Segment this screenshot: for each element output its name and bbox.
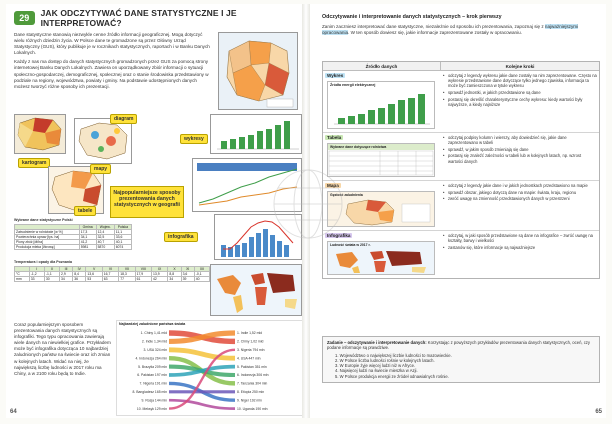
diagram-svg — [75, 119, 131, 163]
task-item: 3. W Europie żyje więcej ludzi niż w Afryce. — [335, 363, 416, 369]
climate-cell: 33 — [29, 277, 44, 282]
climate-cell: 2,9 — [60, 272, 73, 277]
tag-infografika: Infografika — [327, 233, 351, 238]
climate-cell: 36 — [73, 277, 86, 282]
tabela-grid-svg — [328, 150, 434, 176]
diagram-map — [74, 118, 132, 164]
task-text: Korzystając z powyższych przykładów prezentowania danych statystycznych, oceń, czy podane informacje są prawdziwe. — [327, 340, 590, 351]
intro-paragraph-2: Każdy z nas ma dostęp do danych statystycznych gromadzonych przez GUS za pomocą strony internetowej Banku Danych Lokalnych. Zawiera on uporządkowany zbiór informacji o sytuacji społeczno-gospodarczej, demograficznej, społecznej oraz o stanie środowiska przedstawiony w podziale na regiony, województwa, powiaty i gminy. Na podstawie udostępnionych danych możesz tworzyć różne sposoby ich prezentacji. — [14, 59, 209, 89]
sankey-svg — [117, 321, 303, 415]
kartogram-svg — [15, 115, 65, 153]
cell: Produkcja mleka [l/krowę] — [15, 245, 80, 250]
cell: 32,5 — [96, 235, 114, 240]
climate-cell: 39 — [181, 277, 194, 282]
poland-map-top — [218, 32, 298, 110]
intro-highlight: najważniejszymi opracowania — [322, 24, 579, 35]
climate-cell: 42 — [152, 277, 168, 282]
sankey-right-label: 3. Nigeria 794 mln — [237, 348, 265, 352]
climate-cell: -1,1 — [44, 272, 59, 277]
note: • postaraj się określić charakterystyczne cechy wykresu: kiedy wartości były najwyższe, a kiedy najniższe — [443, 97, 597, 107]
notes-mapa — [443, 183, 597, 203]
hub-center: Najpopularniejsze sposoby prezentowania danych statystycznych w geografii — [110, 186, 184, 218]
note: • zastanów się, które informacje są najważniejsze — [443, 245, 597, 250]
chapter-number: 29 — [14, 11, 35, 25]
climate-cell: 8,4 — [73, 272, 86, 277]
mini-table-title: Wybrane dane statystyczne Polski — [14, 218, 73, 222]
notes-wykres — [443, 73, 597, 108]
row-infografika — [323, 231, 599, 278]
sankey-right-label: 1. Indie 1,52 mld — [237, 331, 263, 336]
poland-map-svg — [219, 33, 297, 109]
climate-month: XII — [194, 267, 209, 272]
row-mapa — [323, 181, 599, 231]
sankey-left-label: 6. Pakistan 197 mln — [137, 373, 167, 378]
task-items — [327, 353, 595, 379]
sankey-right-label: 4. USA 447 mln — [237, 356, 261, 361]
climate-cell: 13,9 — [152, 272, 168, 277]
chapter-title: JAK ODCZYTYWAĆ DANE STATYSTYCZNE I JE INTERPRETOWAĆ? — [40, 8, 237, 28]
left-page — [6, 4, 302, 418]
label-tabele: tabele — [74, 206, 96, 216]
climate-month: VII — [119, 267, 135, 272]
sankey-left-label: 10. Meksyk 129 mln — [136, 406, 167, 411]
bottom-text: Coraz popularniejszym sposobem prezentowania danych statystycznych są infografiki. Tego typu opracowania zawierają wiele danych na niewielkiej grafice. Przykładem może być infografika dotycząca 10 najbardziej zaludnionych państw na świecie oraz ich zmian w kolejnych latach. Widać na niej, że największą liczbę ludności w 2017 roku ma Chiny, a w 2100 roku będą to Indie. — [14, 322, 111, 376]
climate-cell: 17,9 — [135, 272, 151, 277]
note: • zwróć uwagę na zmienność przedstawionych danych w przestrzeni — [443, 196, 597, 201]
climate-table-title: Temperatura i opady dla Poznania — [14, 260, 73, 264]
bar-chart-svg — [211, 115, 301, 153]
mini-table — [14, 224, 132, 250]
sankey-right-label: 9. Niger 192 mln — [237, 398, 262, 403]
line-chart-svg — [193, 159, 301, 211]
label-kartogram: kartogram — [18, 158, 50, 168]
task-label: Zadanie – odczytywanie i interpretowanie danych: — [327, 340, 427, 345]
mapa-figure — [327, 191, 435, 227]
sankey-right-label: 8. Etiopia 250 mln — [237, 390, 265, 394]
cell: 5870 — [96, 245, 114, 250]
climate-month: VIII — [135, 267, 151, 272]
row-table-title: Wybrane dane dotyczące rolnictwa — [328, 144, 434, 150]
intro-paragraph-1: Dane statystyczne stanowią niezwykle cenne źródło informacji geograficznej. Mogą dotyczyć wielu różnych dziedzin życia. W Polsce dane te gromadzone są przez Główny Urząd Statystyczny (GUS), który publikuje je w rocznikach statystycznych, raportach i w Banku Danych Lokalnych. — [14, 32, 210, 56]
climate-cell: 53 — [86, 277, 102, 282]
analysis-header — [323, 62, 599, 71]
cell: 6074 — [114, 245, 131, 250]
climate-cell: -1,2 — [29, 272, 44, 277]
sankey-left-label: 4. Indonezja 264 mln — [135, 356, 167, 361]
label-infografika: infografika — [164, 232, 198, 242]
climate-cell: 77 — [119, 277, 135, 282]
book-gutter — [302, 4, 310, 418]
mini-th: Polska — [114, 225, 131, 230]
right-intro-box — [322, 14, 598, 40]
climograph-svg — [215, 215, 301, 259]
label-diagram: diagram — [110, 114, 137, 124]
mini-th: Wojew. — [96, 225, 114, 230]
climate-cell: 30 — [44, 277, 59, 282]
task-box — [322, 336, 600, 383]
climograph-figure — [214, 214, 302, 260]
sankey-infographic — [116, 320, 304, 416]
presentation-methods-hub — [14, 114, 304, 320]
climate-month: IX — [152, 267, 168, 272]
notes-tabela — [443, 135, 597, 165]
row-wykres — [323, 71, 599, 133]
cell: Plony zbóż [dt/ha] — [15, 240, 80, 245]
cell: 40,7 — [96, 240, 114, 245]
world-map-svg — [211, 265, 301, 315]
world-map-figure — [210, 264, 302, 316]
note: • odczytaj z legendy jakie dane i w jakich jednostkach przedstawiono na mapie — [443, 183, 597, 188]
header-source: Źródło danych — [323, 62, 441, 70]
cell: 17,3 — [79, 230, 96, 235]
intro-part-a: Zanim zaczniesz interpretować dane statystyczne, niezależnie od sposobu ich prezentowania, zapoznaj się z — [322, 24, 545, 29]
label-wykresy: wykresy — [180, 134, 208, 144]
climate-unit: °C — [15, 272, 30, 277]
climate-cell: 63 — [102, 277, 118, 282]
sankey-left-label: 2. Indie 1,34 mld — [141, 339, 167, 344]
sankey-left-label: 1. Chiny 1,41 mld — [140, 331, 167, 336]
climate-cell: 13,6 — [86, 272, 102, 277]
climate-cell: 8,8 — [168, 272, 181, 277]
right-page — [310, 4, 606, 418]
sankey-left-label: 3. USA 324 mln — [143, 348, 167, 352]
climate-month: III — [60, 267, 73, 272]
climate-cell: 34 — [168, 277, 181, 282]
bar-chart-figure — [210, 114, 302, 154]
climate-month: V — [86, 267, 102, 272]
climate-month: IV — [73, 267, 86, 272]
climate-month: XI — [181, 267, 194, 272]
climate-month: VI — [102, 267, 118, 272]
sankey-left-label: 5. Brazylia 209 mln — [138, 364, 167, 369]
climate-cell: 61 — [135, 277, 151, 282]
energy-chart-svg — [328, 88, 434, 128]
climate-unit: mm — [15, 277, 30, 282]
analysis-table — [322, 61, 600, 279]
sankey-left-label: 7. Nigeria 191 mln — [139, 381, 167, 386]
page-number-left: 64 — [10, 409, 17, 415]
page-number-right: 65 — [595, 409, 602, 415]
tag-mapa: Mapa — [327, 183, 339, 188]
row-tabela — [323, 133, 599, 181]
tag-wykres: Wykres — [327, 73, 344, 78]
note: • sprawdź obszar, jakiego dotyczą dane na mapie: świata, kraju, regionu — [443, 190, 597, 195]
mini-th: Gmina — [79, 225, 96, 230]
climate-cell: -0,1 — [194, 272, 209, 277]
note: • odczytaj, w jaki sposób przedstawione są dane na infografice – zwróć uwagę na kształty, barwy i wielkości — [443, 233, 597, 243]
sankey-right-label: 7. Tanzania 304 mln — [237, 381, 268, 386]
right-page-intro — [322, 24, 598, 36]
intro-text — [14, 32, 210, 93]
note: • odczytaj podpisy kolumn i wierszy, aby dowiedzieć się, jakie dane zaprezentowano w tabeli — [443, 135, 597, 145]
task-item: 1. Województwo o największej liczbie ludności to mazowieckie. — [335, 352, 452, 358]
row-world-map-title: Ludność świata w 2017 r. — [330, 243, 371, 247]
climate-cell: 3,6 — [181, 272, 194, 277]
climate-table — [14, 266, 210, 282]
table-row — [15, 277, 210, 282]
notes-infografika — [443, 233, 597, 251]
climate-cell: 18,3 — [119, 272, 135, 277]
cell: Powierzchnia upraw [tys. ha] — [15, 235, 80, 240]
energy-chart-title: Źródła energii elektrycznej — [330, 83, 376, 87]
kartogram-map — [14, 114, 66, 154]
cell: 33,6 — [114, 235, 131, 240]
task-item: 5. W Polsce produkcja energii ze źródeł odnawialnych rośnie. — [335, 373, 449, 379]
sankey-left-label: 9. Rosja 144 mln — [141, 398, 167, 403]
row-map-title: Gęstość zaludnienia — [330, 193, 363, 197]
sankey-right-label: 10. Uganda 190 mln — [237, 406, 268, 411]
tabela-figure — [327, 143, 435, 177]
sankey-title: Najbardziej zaludnione państwa świata — [119, 322, 186, 326]
cell: 12,4 — [96, 230, 114, 235]
cell: 41,2 — [79, 240, 96, 245]
infografika-svg — [328, 248, 434, 274]
note: • sprawdź, w jakim sposób zmieniają się dane — [443, 147, 597, 152]
note: • postaraj się znaleźć zależności w tabeli lub w kolejnych latach, np. wzrost wartości danych — [443, 153, 597, 163]
sankey-right-label: 6. Indonezja 306 mln — [237, 373, 269, 378]
task-item: 4. Najwięcej ludzi na świecie mieszka w Azji. — [335, 368, 418, 374]
note: • odczytaj z legendy wykresu jakie dane zostały na nim zaprezentowane. Często na wykresie przedstawione dane dotyczące tylko jednego zjawiska, informacja ta może być zamieszczona w tytule wykresu — [443, 73, 597, 88]
climate-cell: 40 — [194, 277, 209, 282]
climate-cell: 16,7 — [102, 272, 118, 277]
note: • sprawdź jednostki, w jakich przedstawione są dane — [443, 90, 597, 95]
header-steps: Kolejne kroki — [505, 63, 535, 69]
climate-cell: 34 — [60, 277, 73, 282]
mapa-svg — [328, 198, 434, 226]
cell: 34,1 — [79, 235, 96, 240]
climate-month: I — [29, 267, 44, 272]
intro-part-b: . W ten sposób dowiesz się, jakie informacje zaprezentowane zostały w opracowaniu. — [348, 30, 522, 35]
chapter-header — [14, 10, 302, 26]
sankey-left-label: 8. Bangladesz 165 mln — [132, 390, 167, 394]
task-item: 2. W Polsce liczba ludności rośnie w kolejnych latach. — [335, 357, 435, 363]
cell: 5981 — [79, 245, 96, 250]
line-chart-figure — [192, 158, 302, 212]
right-page-title: Odczytywanie i interpretowanie danych statystycznych – krok pierwszy — [322, 14, 502, 20]
table-row — [15, 245, 132, 250]
sankey-right-label: 5. Pakistan 351 mln — [237, 364, 267, 369]
cell: 11,1 — [114, 230, 131, 235]
cell: Zatrudnienie w rolnictwie [w %] — [15, 230, 80, 235]
climate-month: II — [44, 267, 59, 272]
energy-chart — [327, 81, 435, 129]
tag-tabela: Tabela — [327, 135, 342, 140]
infografika-figure — [327, 241, 435, 275]
climate-month: X — [168, 267, 181, 272]
cell: 40,1 — [114, 240, 131, 245]
label-mapy: mapy — [90, 164, 111, 174]
sankey-right-label: 2. Chiny 1,02 mld — [237, 339, 264, 344]
